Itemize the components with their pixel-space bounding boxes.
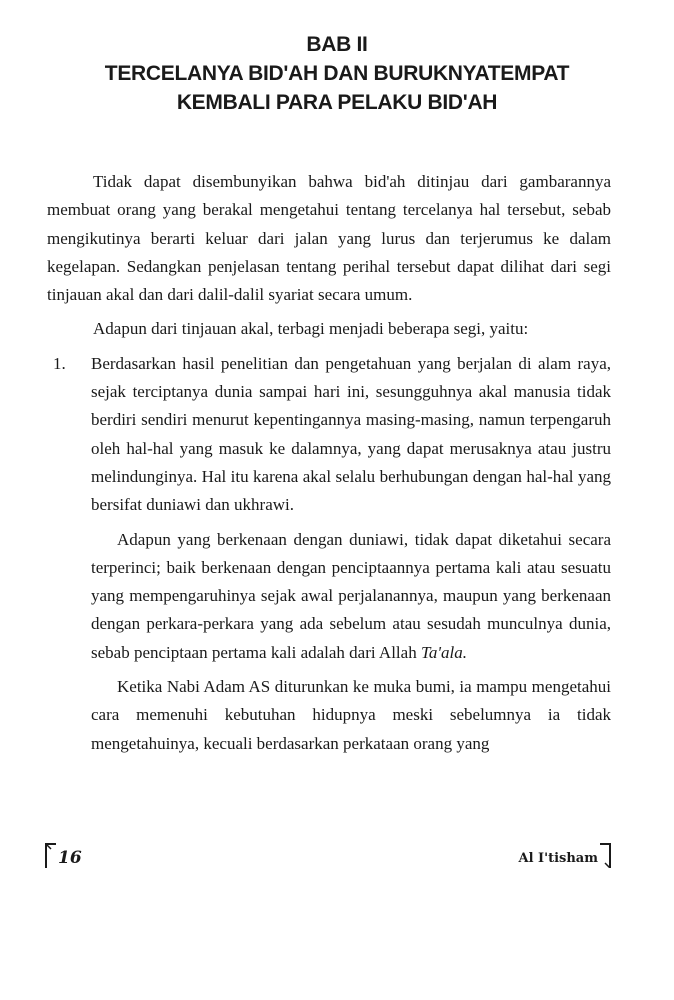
footer-left (44, 842, 104, 872)
paragraph-aspects: Adapun dari tinjauan akal, terbagi menjadi beberapa segi, yaitu: (93, 319, 529, 339)
chapter-title-line-2: KEMBALI PARA PELAKU BID'AH (176, 91, 498, 114)
italic-term: Ta'ala. (420, 642, 467, 662)
corner-ornament-right-icon (600, 842, 612, 868)
body-text (47, 168, 611, 764)
chapter-number: BAB II (306, 33, 368, 56)
corner-ornament-left-icon (44, 842, 56, 868)
chapter-title-line-1: TERCELANYA BID'AH DAN BURUKNYATEMPAT (104, 62, 570, 85)
list-item-text: Berdasarkan hasil penelitian dan pengetahuan yang berjalan di alam raya, sejak terciptanya dunia sampai hari ini, sesungguhnya akal manusia tidak berdiri sendiri menurut kepentingannya masing-masing, namun terpengaruh oleh hal-hal yang masuk ke dalamnya, yang dapat merusaknya atau justru melindunginya. Hal itu karena akal selalu berhubungan dengan hal-hal yang bersifat duniawi dan ukhrawi. (91, 353, 611, 515)
paragraph-adam: Ketika Nabi Adam AS diturunkan ke muka bumi, ia mampu mengetahui cara memenuhi kebutuhan hidupnya meski sebelumnya ia tidak mengetahuinya, kecuali berdasarkan perkataan orang yang (91, 677, 611, 753)
chapter-heading (0, 30, 674, 117)
footer-right (502, 842, 612, 872)
book-title: Al I'tisham (518, 851, 598, 866)
list-item-number: 1. (53, 353, 66, 373)
paragraph-intro: Tidak dapat disembunyikan bahwa bid'ah ditinjau dari gambarannya membuat orang yang berakal mengetahui tentang tercelanya hal tersebut, sebab mengikutinya berarti keluar dari jalan yang lurus dan terjerumus ke dalam kegelapan. Sedangkan penjelasan tentang perihal tersebut dapat dilihat dari segi tinjauan akal dan dari dalil-dalil syariat secara umum. (47, 172, 611, 305)
paragraph-duniawi-text: Adapun yang berkenaan dengan duniawi, tidak dapat diketahui secara terperinci; baik berkenaan dengan penciptaannya pertama kali atau sesuatu yang mempengaruhinya sejak awal perjalanannya, maupun yang berkenaan dengan perkara-perkara yang ada sebelum atau sesudah munculnya dunia, sebab penciptaan pertama kali adalah dari Allah (91, 529, 611, 662)
page-number: 16 (58, 848, 82, 868)
list-item (47, 350, 611, 520)
paragraph-duniawi (91, 526, 611, 667)
